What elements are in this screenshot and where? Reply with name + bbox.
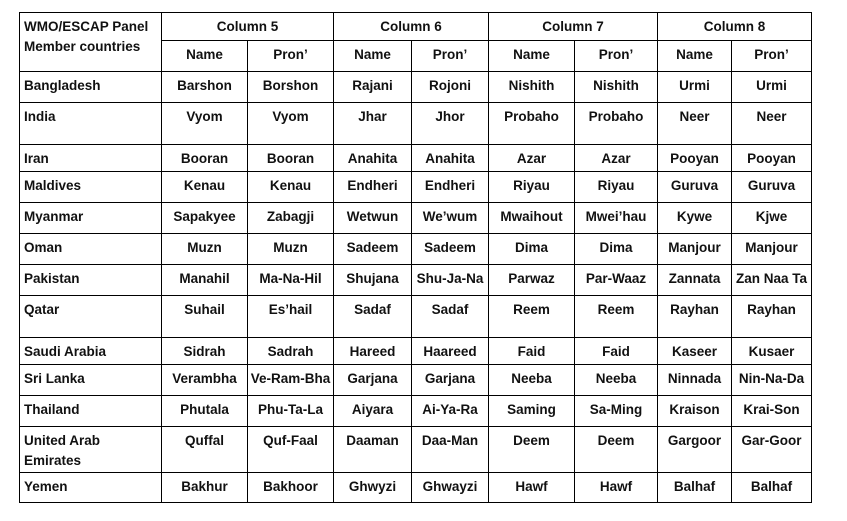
table-cell: Endheri <box>334 172 412 203</box>
corner-line-2: Member countries <box>24 39 141 54</box>
table-cell: Zannata <box>658 265 732 296</box>
country-name: Thailand <box>20 396 162 427</box>
table-cell: Guruva <box>732 172 812 203</box>
table-cell: Barshon <box>162 72 248 103</box>
table-cell: Haareed <box>412 338 489 365</box>
table-cell: Deem <box>575 427 658 473</box>
table-cell: Hareed <box>334 338 412 365</box>
column-5-header: Column 5 <box>162 13 334 41</box>
table-cell: Kywe <box>658 203 732 234</box>
table-cell: Manjour <box>732 234 812 265</box>
table-cell: Phu-Ta-La <box>248 396 334 427</box>
table-cell: Sadeem <box>412 234 489 265</box>
table-cell: Reem <box>489 296 575 338</box>
cyclone-names-table <box>19 12 812 503</box>
table-row <box>20 145 812 172</box>
pronunciation-header: Pron’ <box>248 41 334 72</box>
table-cell: We’wum <box>412 203 489 234</box>
table-cell: Gargoor <box>658 427 732 473</box>
country-name-line-1: United Arab <box>24 433 101 448</box>
table-cell: Gar-Goor <box>732 427 812 473</box>
table-cell: Wetwun <box>334 203 412 234</box>
table-cell: Sadeem <box>334 234 412 265</box>
country-name: Myanmar <box>20 203 162 234</box>
country-name: Yemen <box>20 473 162 503</box>
table-cell: Vyom <box>248 103 334 145</box>
table-cell: Kaseer <box>658 338 732 365</box>
table-cell: Quffal <box>162 427 248 473</box>
table-cell: Ninnada <box>658 365 732 396</box>
table-row <box>20 473 812 503</box>
table-cell: Shujana <box>334 265 412 296</box>
table-cell: Sidrah <box>162 338 248 365</box>
country-name: Maldives <box>20 172 162 203</box>
table-cell: Booran <box>162 145 248 172</box>
table-row <box>20 365 812 396</box>
table-cell: Parwaz <box>489 265 575 296</box>
table-cell: Riyau <box>575 172 658 203</box>
table-row <box>20 338 812 365</box>
table-row <box>20 265 812 296</box>
table-row <box>20 234 812 265</box>
table-cell: Nishith <box>575 72 658 103</box>
table-cell: Faid <box>575 338 658 365</box>
table-cell: Mwei’hau <box>575 203 658 234</box>
table-cell: Shu-Ja-Na <box>412 265 489 296</box>
table-cell: Mwaihout <box>489 203 575 234</box>
table-cell: Nishith <box>489 72 575 103</box>
country-name-line-2: Emirates <box>24 453 82 468</box>
table-cell: Neer <box>732 103 812 145</box>
country-name: Sri Lanka <box>20 365 162 396</box>
table-cell: Vyom <box>162 103 248 145</box>
table-cell: Suhail <box>162 296 248 338</box>
name-header: Name <box>334 41 412 72</box>
country-name: Bangladesh <box>20 72 162 103</box>
table-cell: Aiyara <box>334 396 412 427</box>
table-cell: Manjour <box>658 234 732 265</box>
table-cell: Urmi <box>732 72 812 103</box>
table-cell: Neer <box>658 103 732 145</box>
table-cell: Rayhan <box>658 296 732 338</box>
pronunciation-header: Pron’ <box>412 41 489 72</box>
table-cell: Bakhur <box>162 473 248 503</box>
table-cell: Hawf <box>489 473 575 503</box>
table-cell: Zan Naa Ta <box>732 265 812 296</box>
table-cell: Probaho <box>489 103 575 145</box>
table-cell: Endheri <box>412 172 489 203</box>
table-row <box>20 103 812 145</box>
table-cell: Rayhan <box>732 296 812 338</box>
table-cell: Rajani <box>334 72 412 103</box>
name-header: Name <box>489 41 575 72</box>
column-7-header: Column 7 <box>489 13 658 41</box>
table-cell: Sadaf <box>334 296 412 338</box>
table-cell: Kusaer <box>732 338 812 365</box>
table-cell: Sadaf <box>412 296 489 338</box>
table-row <box>20 72 812 103</box>
table-cell: Krai-Son <box>732 396 812 427</box>
table-cell: Ai-Ya-Ra <box>412 396 489 427</box>
table-cell: Bakhoor <box>248 473 334 503</box>
table-cell: Riyau <box>489 172 575 203</box>
country-name: Oman <box>20 234 162 265</box>
table-cell: Neeba <box>575 365 658 396</box>
table-cell: Pooyan <box>658 145 732 172</box>
table-cell: Ve-Ram-Bha <box>248 365 334 396</box>
table-cell: Muzn <box>248 234 334 265</box>
column-8-header: Column 8 <box>658 13 812 41</box>
table-cell: Balhaf <box>732 473 812 503</box>
table-cell: Manahil <box>162 265 248 296</box>
table-row <box>20 172 812 203</box>
table-cell: Azar <box>489 145 575 172</box>
country-name <box>20 427 162 473</box>
table-cell: Kenau <box>248 172 334 203</box>
table-cell: Kjwe <box>732 203 812 234</box>
table-cell: Phutala <box>162 396 248 427</box>
country-name: India <box>20 103 162 145</box>
country-name: Pakistan <box>20 265 162 296</box>
country-name: Qatar <box>20 296 162 338</box>
table-cell: Booran <box>248 145 334 172</box>
member-countries-header <box>20 13 162 72</box>
table-cell: Garjana <box>412 365 489 396</box>
country-name: Iran <box>20 145 162 172</box>
table-cell: Kraison <box>658 396 732 427</box>
table-cell: Neeba <box>489 365 575 396</box>
table-cell: Ghwyzi <box>334 473 412 503</box>
table-cell: Anahita <box>412 145 489 172</box>
table-cell: Pooyan <box>732 145 812 172</box>
pronunciation-header: Pron’ <box>732 41 812 72</box>
table-cell: Dima <box>489 234 575 265</box>
table-cell: Quf-Faal <box>248 427 334 473</box>
country-name: Saudi Arabia <box>20 338 162 365</box>
table-cell: Zabagji <box>248 203 334 234</box>
table-cell: Ma-Na-Hil <box>248 265 334 296</box>
table-cell: Ghwayzi <box>412 473 489 503</box>
table-cell: Saming <box>489 396 575 427</box>
table-row <box>20 396 812 427</box>
table-cell: Par-Waaz <box>575 265 658 296</box>
table-cell: Guruva <box>658 172 732 203</box>
column-group-header-row <box>20 13 812 41</box>
table-cell: Daaman <box>334 427 412 473</box>
table-row <box>20 203 812 234</box>
name-header: Name <box>658 41 732 72</box>
table-cell: Deem <box>489 427 575 473</box>
table-cell: Nin-Na-Da <box>732 365 812 396</box>
table-cell: Es’hail <box>248 296 334 338</box>
table-cell: Reem <box>575 296 658 338</box>
pronunciation-header: Pron’ <box>575 41 658 72</box>
table-row <box>20 427 812 473</box>
table-cell: Jhar <box>334 103 412 145</box>
table-cell: Dima <box>575 234 658 265</box>
table-cell: Urmi <box>658 72 732 103</box>
table-cell: Borshon <box>248 72 334 103</box>
name-header: Name <box>162 41 248 72</box>
table-cell: Sa-Ming <box>575 396 658 427</box>
table-row <box>20 296 812 338</box>
table-cell: Muzn <box>162 234 248 265</box>
table-cell: Garjana <box>334 365 412 396</box>
table-cell: Daa-Man <box>412 427 489 473</box>
table-cell: Verambha <box>162 365 248 396</box>
table-cell: Balhaf <box>658 473 732 503</box>
table-cell: Faid <box>489 338 575 365</box>
table-cell: Azar <box>575 145 658 172</box>
column-6-header: Column 6 <box>334 13 489 41</box>
table-cell: Sadrah <box>248 338 334 365</box>
table-cell: Rojoni <box>412 72 489 103</box>
table-cell: Hawf <box>575 473 658 503</box>
table-cell: Jhor <box>412 103 489 145</box>
table-cell: Probaho <box>575 103 658 145</box>
corner-line-1: WMO/ESCAP Panel <box>24 19 149 34</box>
table-cell: Kenau <box>162 172 248 203</box>
table-cell: Sapakyee <box>162 203 248 234</box>
table-cell: Anahita <box>334 145 412 172</box>
